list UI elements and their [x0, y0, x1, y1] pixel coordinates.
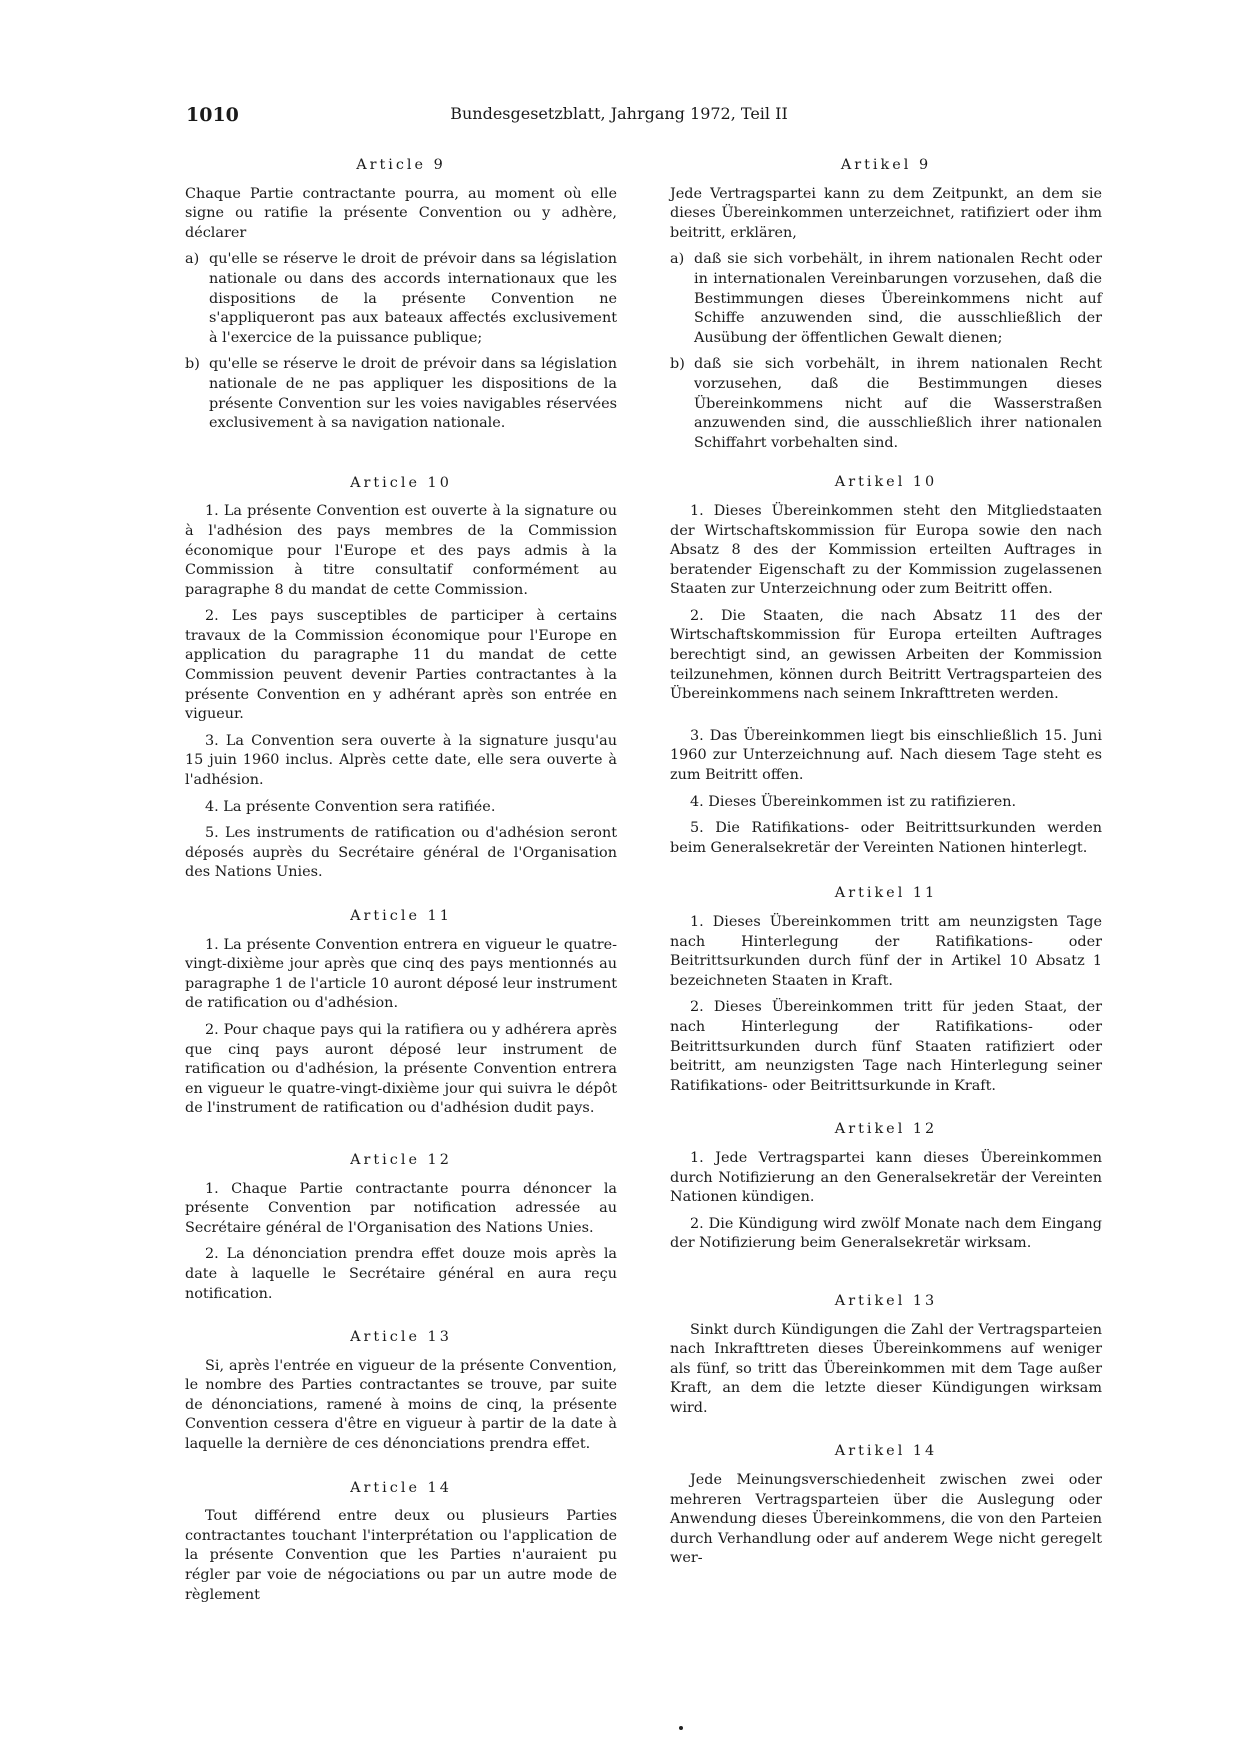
paragraph: Tout différend entre deux ou plusieurs Parties contractantes touchant l'interprétation ou l'application de la présente Convention que les Parties n'auraient pu régler par voie de négociations ou par un autre mode de règlement — [185, 1508, 617, 1603]
paragraph: 3. La Convention sera ouverte à la signature jusqu'au 15 juin 1960 inclus. Alprès cette date, elle sera ouverte à l'adhésion. — [185, 732, 617, 789]
article-heading: Article 12 — [350, 1151, 452, 1168]
item-label: a) — [185, 251, 200, 268]
paragraph: 2. Die Kündigung wird zwölf Monate nach dem Eingang der Notifizierung beim Generalsekretär wirksam. — [670, 1215, 1102, 1252]
item-text: qu'elle se réserve le droit de prévoir dans sa législation nationale ou dans des accords internationaux que les dispositions de la présente Convention ne s'appliqueront pas aux bateaux affectés exclusivement à l'exercice de la puissance publique; — [209, 251, 617, 346]
paragraph: Jede Meinungsverschiedenheit zwischen zwei oder mehreren Vertragsparteien über die Auslegung oder Anwendung dieses Übereinkommens, die von den Parteien durch Verhandlung oder auf anderem Wege nicht geregelt wer- — [670, 1472, 1102, 1567]
article-heading: Article 10 — [350, 474, 452, 491]
article-intro: Jede Vertragspartei kann zu dem Zeitpunkt, an dem sie dieses Übereinkommen unterzeichnet, ratifiziert oder ihm beitritt, erklären, — [670, 185, 1102, 241]
paragraph: Si, après l'entrée en vigueur de la présente Convention, le nombre des Parties contractantes se trouve, par suite de dénonciations, ramené à moins de cinq, la présente Convention cessera d'être en vigueur à partir de la date à laquelle la dernière de ces dénonciations prendra effet. — [185, 1357, 617, 1453]
list-item — [185, 355, 617, 433]
list-item — [185, 250, 617, 348]
item-text: daß sie sich vorbehält, in ihrem nationalen Recht oder in internationalen Vereinbarungen vorzusehen, daß die Bestimmungen dieses Übereinkommens nicht auf Schiffe anzuwenden sind, die ausschließlich der Ausübung der öffentlichen Gewalt dienen; — [694, 251, 1102, 346]
item-label: b) — [670, 356, 685, 373]
paragraph: 2. Die Staaten, die nach Absatz 11 des der Wirtschaftskommission für Europa erteilten Auftrages berechtigt sind, an gewissen Arbeiten der Kommission teilzunehmen, können durch Beitritt Vertragsparteien des Übereinkommens nach seinem Inkrafttreten werden. — [670, 607, 1102, 703]
paragraph: 4. La présente Convention sera ratifiée. — [205, 798, 496, 815]
french-column — [185, 156, 617, 1612]
item-label: b) — [185, 356, 200, 373]
article-13-fr — [185, 1328, 617, 1455]
article-heading: Artikel 12 — [834, 1121, 938, 1138]
paragraph: 1. La présente Convention entrera en vigueur le quatre-vingt-dixième jour après que cinq des pays mentionnés au paragraphe 1 de l'article 10 auront déposé leur instrument de ratification ou d'adhésion. — [185, 936, 617, 1012]
artikel-12-de — [670, 1120, 1102, 1254]
item-label: a) — [670, 251, 685, 268]
paragraph: Sinkt durch Kündigungen die Zahl der Vertragsparteien nach Inkrafttreten dieses Übereinkommens auf weniger als fünf, so tritt das Übereinkommen mit dem Tage außer Kraft, an dem die letzte dieser Kündigungen wirksam wird. — [670, 1321, 1102, 1416]
item-text: qu'elle se réserve le droit de prévoir dans sa législation nationale de ne pas appliquer les dispositions de la présente Convention sur les voies navigables réservées exclusivement à sa navigation nationale. — [209, 356, 617, 432]
paragraph: 2. Dieses Übereinkommen tritt für jeden Staat, der nach Hinterlegung der Ratifikations- oder Beitrittsurkunden durch fünf Staaten ratifiziert oder beitritt, am neunzigsten Tage nach Hinterlegung seiner Ratifikations- oder Beitrittsurkunde in Kraft. — [670, 999, 1102, 1094]
article-heading: Artikel 14 — [834, 1443, 938, 1460]
article-heading: Article 11 — [350, 908, 452, 924]
paragraph: 4. Dieses Übereinkommen ist zu ratifizieren. — [690, 793, 1017, 810]
paragraph: 1. La présente Convention est ouverte à la signature ou à l'adhésion des pays membres de la Commission économique pour l'Europe et des pays admis à la Commission à titre consultatif conformément au paragraphe 8 du mandat de cette Commission. — [185, 503, 617, 598]
artikel-14-de — [670, 1442, 1102, 1569]
paragraph: 5. Die Ratifikations- oder Beitrittsurkunden werden beim Generalsekretär der Vereinten Nationen hinterlegt. — [670, 820, 1102, 856]
article-14-fr — [185, 1479, 617, 1606]
paragraph: 3. Das Übereinkommen liegt bis einschließlich 15. Juni 1960 zur Unterzeichnung auf. Nach diesem Tage steht es zum Beitritt offen. — [670, 727, 1102, 784]
article-intro: Chaque Partie contractante pourra, au moment où elle signe ou ratifie la présente Convention ou y adhère, déclarer — [185, 185, 617, 241]
article-heading: Article 14 — [350, 1479, 452, 1496]
artikel-10-de — [670, 473, 1102, 858]
article-heading: Article 9 — [356, 157, 446, 173]
artikel-13-de — [670, 1292, 1102, 1419]
artikel-9-de — [670, 156, 1102, 453]
paragraph: 2. Pour chaque pays qui la ratifiera ou y adhérera après que cinq pays auront déposé leur instrument de ratification ou d'adhésion, la présente Convention entrera en vigueur le quatre-vingt-dixième jour qui suivra le dépôt de l'instrument de ratification ou d'adhésion dudit pays. — [185, 1021, 617, 1117]
paragraph: 2. Les pays susceptibles de participer à certains travaux de la Commission économique pour l'Europe en application du paragraphe 11 du mandat de cette Commission peuvent devenir Parties contractantes à la présente Convention en y adhérant après son entrée en vigueur. — [185, 608, 617, 723]
paragraph: 1. Dieses Übereinkommen tritt am neunzigsten Tage nach Hinterlegung der Ratifikations- oder Beitrittsurkunden durch fünf der in Artikel 10 Absatz 1 bezeichneten Staaten in Kraft. — [670, 914, 1102, 989]
article-heading: Artikel 9 — [840, 157, 932, 173]
item-text: daß sie sich vorbehält, in ihrem nationalen Recht vorzusehen, daß die Bestimmungen dieses Übereinkommens nicht auf die Wasserstraßen anzuwenden sind, die ausschließlich ihrer nationalen Schiffahrt vorbehalten sind. — [694, 356, 1102, 451]
paragraph: 1. Chaque Partie contractante pourra dénoncer la présente Convention par notification adressée au Secrétaire général de l'Organisation des Nations Unies. — [185, 1180, 617, 1236]
article-heading: Artikel 11 — [834, 885, 938, 902]
article-heading: Artikel 13 — [834, 1292, 938, 1309]
artikel-11-de — [670, 884, 1102, 1096]
page-number: 1010 — [186, 104, 239, 126]
article-11-fr — [185, 907, 617, 1119]
paragraph: 1. Dieses Übereinkommen steht den Mitgliedstaaten der Wirtschaftskommission für Europa sowie den nach Absatz 8 des der Kommission erteilten Auftrages in beratender Eigenschaft zu der Kommission zugelassenen Staaten zur Unterzeichnung oder zum Beitritt offen. — [670, 502, 1102, 598]
list-item — [670, 355, 1102, 453]
article-12-fr — [185, 1151, 617, 1304]
article-10-fr — [185, 474, 617, 883]
article-9-fr — [185, 156, 617, 434]
page-header — [186, 104, 1052, 130]
article-heading: Article 13 — [350, 1329, 452, 1346]
article-heading: Artikel 10 — [834, 474, 938, 491]
paragraph: 5. Les instruments de ratification ou d'adhésion seront déposés auprès du Secrétaire général de l'Organisation des Nations Unies. — [185, 825, 617, 881]
print-mark — [679, 1726, 683, 1730]
list-item — [670, 250, 1102, 348]
paragraph: 1. Jede Vertragspartei kann dieses Übereinkommen durch Notifizierung an den Generalsekretär der Vereinten Nationen kündigen. — [670, 1149, 1102, 1206]
journal-title: Bundesgesetzblatt, Jahrgang 1972, Teil II — [450, 104, 788, 123]
german-column — [670, 156, 1102, 1576]
paragraph: 2. La dénonciation prendra effet douze mois après la date à laquelle le Secrétaire général en aura reçu notification. — [185, 1246, 617, 1302]
